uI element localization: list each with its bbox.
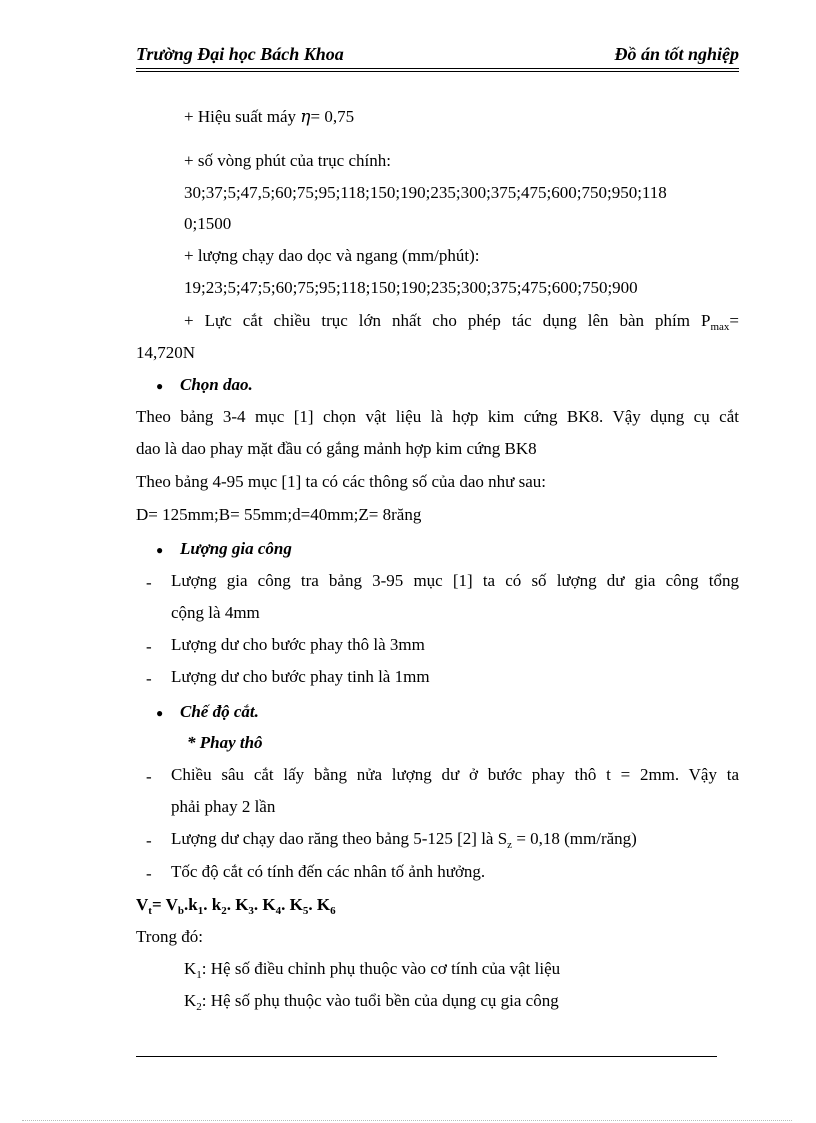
header-school: Trường Đại học Bách Khoa — [136, 44, 344, 64]
allowance-item-1-line-2: cộng là 4mm — [171, 603, 260, 622]
spindle-values-1: 30;37;5;47,5;60;75;95;118;150;190;235;300;375;475;600;750;950;118 — [184, 183, 667, 202]
dash-marker: - — [146, 831, 152, 850]
header-rule — [136, 68, 739, 69]
eta-symbol: η — [300, 107, 311, 127]
spindle-title: + số vòng phút của trục chính: — [184, 151, 391, 170]
feed-values: 19;23;5;47;5;60;75;95;118;150;190;235;300;375;475;600;750;900 — [184, 278, 638, 297]
dash-marker: - — [146, 669, 152, 688]
cutting-item-3: Tốc độ cắt có tính đến các nhân tố ảnh hưởng. — [171, 862, 486, 881]
efficiency-line: + Hiệu suất máy η= 0,75 — [184, 107, 355, 127]
header-rule-2 — [136, 71, 739, 72]
tool-heading: Chọn dao. — [180, 375, 253, 394]
speed-formula: $V_t= V_b.k_1$. $k_2$. $K_3$. $K_4$. $K_5$. $K_6$ — [136, 895, 336, 917]
force-line: + Lực cắt chiều trục lớn nhất cho phép tác dụng lên bàn phím $P_{max}=$ — [184, 311, 739, 333]
tool-line-2: dao là dao phay mặt đầu có gắng mảnh hợp kim cứng BK8 — [136, 439, 537, 458]
k1-definition: $K_1$: Hệ số điều chỉnh phụ thuộc vào cơ tính của vật liệu — [184, 959, 561, 981]
dash-marker: - — [146, 637, 152, 656]
cutting-item-1-line-1: Chiều sâu cắt lấy bằng nửa lượng dư ở bước phay thô t = 2mm. Vậy ta — [171, 765, 739, 784]
spindle-values-2: 0;1500 — [184, 214, 232, 233]
tool-line-1: Theo bảng 3-4 mục [1] chọn vật liệu là hợp kim cứng BK8. Vậy dụng cụ cắt — [136, 407, 739, 426]
bullet-icon: ● — [156, 379, 164, 393]
header-doc-type: Đồ án tốt nghiệp — [614, 44, 739, 64]
allowance-heading: Lượng gia công — [180, 539, 292, 558]
footer-rule — [136, 1056, 717, 1057]
feed-title: + lượng chạy dao dọc và ngang (mm/phút): — [184, 246, 480, 265]
allowance-item-1-line-1: Lượng gia công tra bảng 3-95 mục [1] ta có số lượng dư gia công tổng — [171, 571, 739, 590]
allowance-item-3: Lượng dư cho bước phay tinh là 1mm — [171, 667, 430, 686]
tool-line-4: D= 125mm;B= 55mm;d=40mm;Z= 8răng — [136, 505, 422, 524]
force-value: 14,720N — [136, 343, 196, 362]
cutting-item-2: Lượng dư chạy dao răng theo bảng 5-125 [2] là $S_z = 0,18$ (mm/răng) — [171, 829, 637, 851]
where-label: Trong đó: — [136, 927, 203, 946]
dash-marker: - — [146, 767, 152, 786]
dash-marker: - — [146, 573, 152, 592]
tool-line-3: Theo bảng 4-95 mục [1] ta có các thông số của dao như sau: — [136, 472, 547, 491]
page-header — [136, 44, 739, 70]
cutting-item-1-line-2: phải phay 2 lần — [171, 797, 276, 816]
allowance-item-2: Lượng dư cho bước phay thô là 3mm — [171, 635, 425, 654]
bullet-icon: ● — [156, 706, 164, 720]
dash-marker: - — [146, 864, 152, 883]
page-edge-dotted — [22, 1120, 792, 1121]
cutting-subheading: * Phay thô — [187, 733, 263, 752]
cutting-heading: Chế độ cắt. — [180, 702, 259, 721]
bullet-icon: ● — [156, 543, 164, 557]
k2-definition: $K_2$: Hệ số phụ thuộc vào tuổi bền của dụng cụ gia công — [184, 991, 559, 1013]
